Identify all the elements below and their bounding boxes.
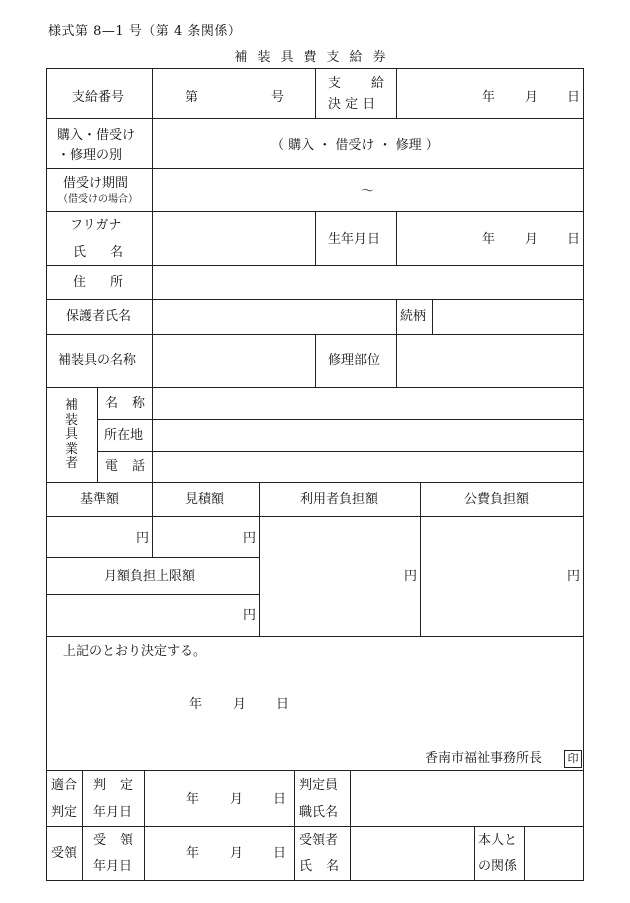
judgment-date-month: 月 (230, 792, 244, 807)
repair-part-label: 修理部位 (328, 353, 381, 368)
estimate-amount-yen: 円 (243, 531, 257, 546)
monthly-cap-label: 月額負担上限額 (104, 569, 196, 584)
type-label-line2: ・修理の別 (57, 148, 123, 163)
public-share-label: 公費負担額 (464, 492, 530, 507)
type-label-line1: 購入・借受け (57, 128, 136, 143)
decision-date-month: 月 (525, 90, 539, 105)
rental-period-label: 借受け期間 (63, 176, 129, 191)
relation-to-person-label-line2: の関係 (478, 859, 518, 874)
receipt-date-label-line2: 年月日 (93, 859, 133, 874)
suitability-label-line1: 適合 (51, 778, 78, 793)
base-amount-yen: 円 (136, 531, 150, 546)
form-number: 様式第 8—1 号（第 4 条関係） (48, 24, 242, 39)
furigana-label: フリガナ (70, 218, 122, 233)
receipt-date-label-line1: 受 領 (93, 833, 133, 848)
relationship-label: 続柄 (400, 309, 427, 324)
decision-date-label-line1: 支 給 (328, 76, 384, 91)
estimate-amount-label: 見積額 (185, 492, 225, 507)
birthdate-day: 日 (567, 232, 581, 247)
rental-period-tilde: ～ (361, 184, 375, 199)
decision-date-year: 年 (482, 90, 496, 105)
birthdate-label: 生年月日 (328, 232, 381, 247)
vendor-label-vertical: 補 装 具 業 者 (65, 398, 79, 471)
judgment-date-year: 年 (186, 792, 200, 807)
decision-date-day: 日 (567, 90, 581, 105)
receipt-date-year: 年 (186, 846, 200, 861)
decision-date-day-2: 日 (276, 697, 290, 712)
payment-number-go: 号 (271, 90, 285, 105)
relation-to-person-label-line1: 本人と (478, 833, 518, 848)
rental-period-note: （借受けの場合） (58, 194, 138, 205)
receiver-label-line2: 氏 名 (299, 859, 339, 874)
receipt-date-month: 月 (230, 846, 244, 861)
form-title: 補装具費支給券 (234, 50, 396, 65)
vendor-location-label: 所在地 (104, 428, 144, 443)
receipt-date-day: 日 (273, 846, 287, 861)
seal-mark: 印 (564, 750, 582, 768)
judge-label-line2: 職氏名 (299, 805, 339, 820)
receipt-label: 受領 (51, 846, 78, 861)
payment-number-label: 支給番号 (72, 90, 125, 105)
public-share-yen: 円 (567, 569, 581, 584)
office-name: 香南市福祉事務所長 (425, 751, 543, 766)
type-options: （ 購入 ・ 借受け ・ 修理 ） (271, 138, 439, 153)
decision-date-month-2: 月 (233, 697, 247, 712)
judge-label-line1: 判定員 (299, 778, 339, 793)
suitability-label-line2: 判定 (51, 805, 78, 820)
judgment-date-day: 日 (273, 792, 287, 807)
user-share-label: 利用者負担額 (300, 492, 379, 507)
receiver-label-line1: 受領者 (299, 833, 339, 848)
decision-date-year-2: 年 (189, 697, 203, 712)
vendor-name-label: 名 称 (105, 396, 145, 411)
address-label: 住 所 (73, 275, 123, 290)
birthdate-year: 年 (482, 232, 496, 247)
base-amount-label: 基準額 (80, 492, 120, 507)
user-share-yen: 円 (404, 569, 418, 584)
name-label: 氏 名 (73, 245, 123, 260)
decision-date-label-line2: 決 定 日 (328, 97, 376, 112)
guardian-name-label: 保護者氏名 (66, 309, 132, 324)
decision-statement: 上記のとおり決定する。 (63, 644, 207, 659)
vendor-phone-label: 電 話 (105, 459, 145, 474)
birthdate-month: 月 (525, 232, 539, 247)
judgment-date-label-line1: 判 定 (93, 778, 133, 793)
device-name-label: 補装具の名称 (58, 353, 137, 368)
judgment-date-label-line2: 年月日 (93, 805, 133, 820)
payment-number-dai: 第 (185, 90, 199, 105)
monthly-cap-yen: 円 (243, 608, 257, 623)
